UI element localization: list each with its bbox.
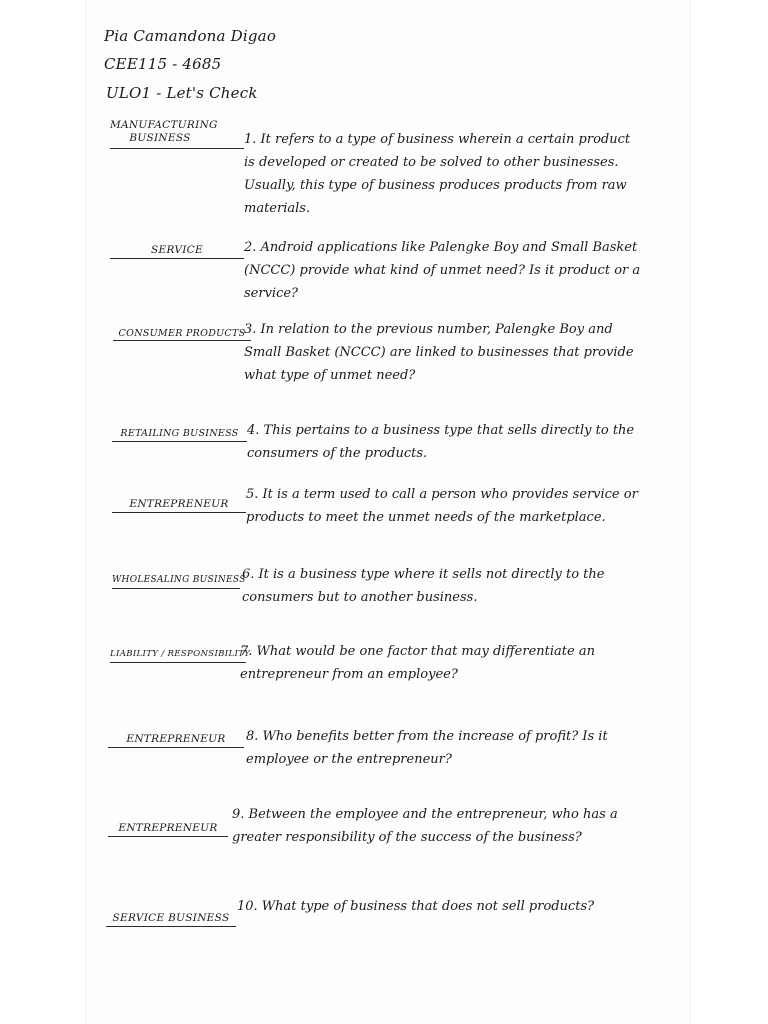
question-8: 8. Who benefits better from the increase of profit? Is it employee or the entrepreneur? bbox=[246, 729, 608, 767]
question-4: 4. This pertains to a business type that sells directly to the consumers of the products. bbox=[247, 423, 635, 461]
answer-4: RETAILING BUSINESS bbox=[120, 428, 239, 439]
answer-2: SERVICE bbox=[151, 244, 203, 256]
answer-3: CONSUMER PRODUCTS bbox=[118, 328, 246, 339]
answer-line-8 bbox=[108, 747, 244, 748]
question-10: 10. What type of business that does not sell products? bbox=[237, 899, 595, 914]
question-1: 1. It refers to a type of business wherein a certain product is developed or created to be solved to other businesses. Usually, this type of business produces products from raw materials. bbox=[244, 132, 631, 216]
question-2: 2. Android applications like Palengke Boy and Small Basket (NCCC) provide what kind of unmet need? Is it product or a service? bbox=[244, 240, 641, 301]
course-code: CEE115 - 4685 bbox=[104, 55, 222, 73]
activity-title: ULO1 - Let's Check bbox=[106, 84, 258, 102]
answer-7: LIABILITY / RESPONSIBILITY bbox=[110, 649, 251, 659]
answer-6: WHOLESALING BUSINESS bbox=[112, 575, 246, 585]
answer-9: ENTREPRENEUR bbox=[118, 822, 218, 834]
answer-line-6 bbox=[112, 588, 240, 589]
answer-line-3 bbox=[113, 340, 251, 341]
answer-line-4 bbox=[112, 441, 247, 442]
answer-line-7 bbox=[110, 662, 246, 663]
question-3: 3. In relation to the previous number, Palengke Boy and Small Basket (NCCC) are linked to businesses that provide what type of unmet need? bbox=[244, 322, 634, 383]
answer-line-2 bbox=[110, 258, 244, 259]
answer-line-9 bbox=[108, 836, 228, 837]
question-6: 6. It is a business type where it sells not directly to the consumers but to another business. bbox=[242, 567, 605, 605]
question-5: 5. It is a term used to call a person who provides service or products to meet the unmet needs of the marketplace. bbox=[246, 487, 638, 525]
answer-1: MANUFACTURING BUSINESS bbox=[110, 119, 218, 144]
answer-8: ENTREPRENEUR bbox=[126, 733, 226, 745]
answer-5: ENTREPRENEUR bbox=[129, 498, 229, 510]
question-7: 7. What would be one factor that may differentiate an entrepreneur from an employee? bbox=[240, 644, 595, 682]
answer-10: SERVICE BUSINESS bbox=[112, 912, 230, 924]
answer-line-5 bbox=[112, 512, 246, 513]
answer-line-10 bbox=[106, 926, 236, 927]
answer-line-1 bbox=[110, 148, 244, 149]
student-name: Pia Camandona Digao bbox=[104, 27, 277, 45]
question-9: 9. Between the employee and the entrepreneur, who has a greater responsibility of the success of the business? bbox=[232, 807, 618, 845]
